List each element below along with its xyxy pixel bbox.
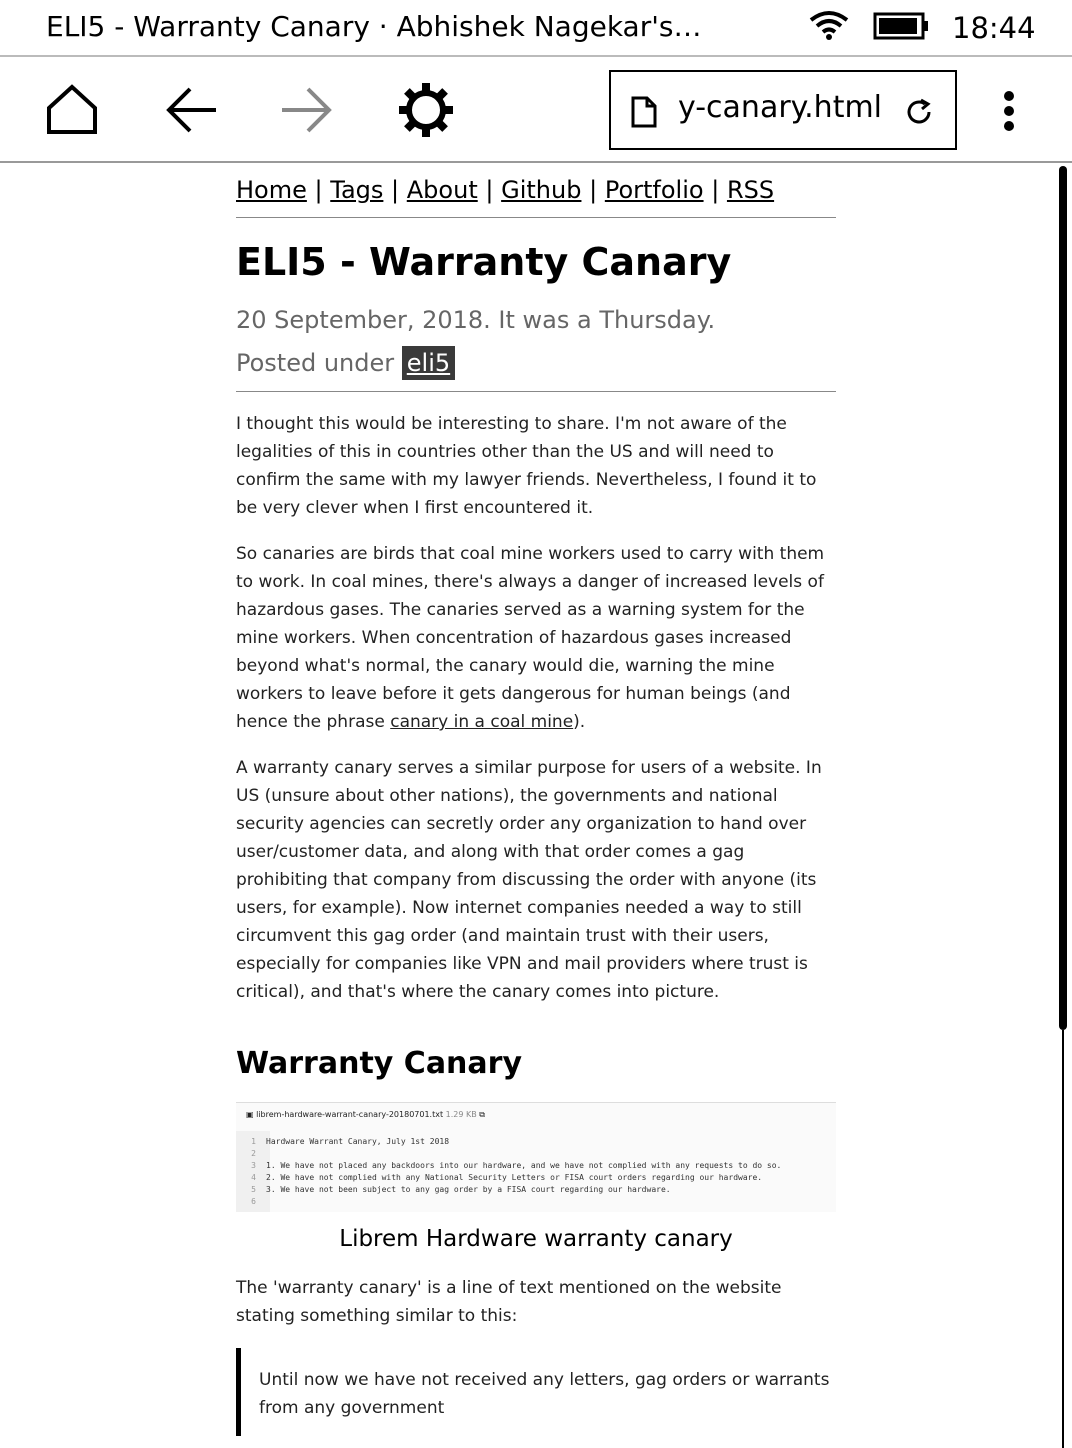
nav-separator: | [485,176,494,204]
canary-in-coal-mine-link[interactable]: canary in a coal mine [390,712,574,732]
tag-link-eli5[interactable]: eli5 [402,346,455,380]
warranty-canary-image [236,1102,836,1212]
paragraph-canaries [236,540,836,736]
settings-gear-icon[interactable] [397,81,455,139]
status-bar [0,0,1072,57]
browser-toolbar [0,59,1072,163]
figure-filesize: 1.29 KB [445,1110,477,1119]
figure-line: 4 2. We have not complied with any National Security Letters or FISA court orders regarding our hardware. [251,1173,763,1182]
figure-line: 1 Hardware Warrant Canary, July 1st 2018 [251,1137,450,1146]
figure-line: 6 [251,1197,256,1206]
nav-link-github[interactable]: Github [501,176,582,204]
page-content [236,166,836,1436]
paragraph-intro: I thought this would be interesting to share. I'm not aware of the legalities of this in countries other than the US and will need to confirm the same with my lawyer friends. Nevertheless, I found it to be very clever when I first encountered it. [236,414,817,518]
nav-link-home[interactable]: Home [236,176,307,204]
paragraph-warranty-canary: A warranty canary serves a similar purpose for users of a website. In US (unsure about other nations), the governments and national security agencies can secretly order any organization to hand over user/customer data, and along with that order comes a gag prohibiting that company from discussing the order with anyone (its users, for example). Now internet companies needed a way to still circumvent this gag order (and maintain trust with their users, especially for companies like VPN and mail providers where trust is critical), and that's where the canary comes into picture. [236,758,822,1002]
window-title: ELI5 - Warranty Canary · Abhishek Nagekar's… [46,10,702,43]
post-category [236,342,836,385]
forward-arrow-icon[interactable] [278,85,334,135]
wifi-icon [808,10,850,40]
post-date: 20 September, 2018. It was a Thursday. [236,306,716,334]
scroll-track[interactable] [1062,1030,1064,1448]
paragraph-canaries-text: So canaries are birds that coal mine workers used to carry with them to work. In coal mines, there's always a danger of increased levels of hazardous gases. The canaries served as a warning system for the mine workers. When concentration of hazardous gases increased beyond what's normal, the canary would die, warning the mine workers to leave before it gets dangerous for human beings (and hence the phrase [236,544,825,732]
nav-link-rss[interactable]: RSS [726,176,775,204]
blockquote: Until now we have not received any letters, gag orders or warrants from any government [236,1348,836,1436]
battery-icon [873,12,929,40]
figure-filename: librem-hardware-warrant-canary-20180701.txt [256,1110,444,1119]
figure-line: 3 1. We have not placed any backdoors into our hardware, and we have not complied with any requests to do so. [251,1161,782,1170]
document-icon [631,96,657,128]
url-text: y-canary.html [678,90,883,125]
figure-line: 5 3. We have not been subject to any gag order by a FISA court regarding our hardware. [251,1185,671,1194]
site-nav [236,166,836,218]
home-icon[interactable] [46,84,98,136]
posted-under-label: Posted under [236,349,395,377]
nav-separator: | [589,176,598,204]
scrollbar[interactable] [1058,166,1068,1448]
nav-link-tags[interactable]: Tags [330,176,384,204]
figure-file-header: ▣ librem-hardware-warrant-canary-20180701.txt 1.29 KB ⧉ [246,1110,486,1119]
figure-caption: Librem Hardware warranty canary [339,1226,733,1252]
nav-separator: | [391,176,400,204]
nav-link-portfolio[interactable]: Portfolio [604,176,704,204]
url-bar[interactable] [609,70,957,150]
nav-separator: | [314,176,323,204]
clock: 18:44 [952,11,1036,45]
paragraph-canaries-end: ). [573,712,586,732]
paragraph-canary-text: The 'warranty canary' is a line of text mentioned on the website stating something similar to this: [236,1278,782,1326]
more-vertical-icon[interactable] [1000,89,1018,133]
divider [236,391,836,392]
reload-icon[interactable] [903,96,935,128]
figure-line: 2 [251,1149,256,1158]
scroll-thumb[interactable] [1059,166,1067,1030]
back-arrow-icon[interactable] [164,85,220,135]
section-heading: Warranty Canary [236,1046,523,1081]
nav-link-about[interactable]: About [406,176,478,204]
nav-separator: | [711,176,720,204]
post-title: ELI5 - Warranty Canary [236,240,732,284]
